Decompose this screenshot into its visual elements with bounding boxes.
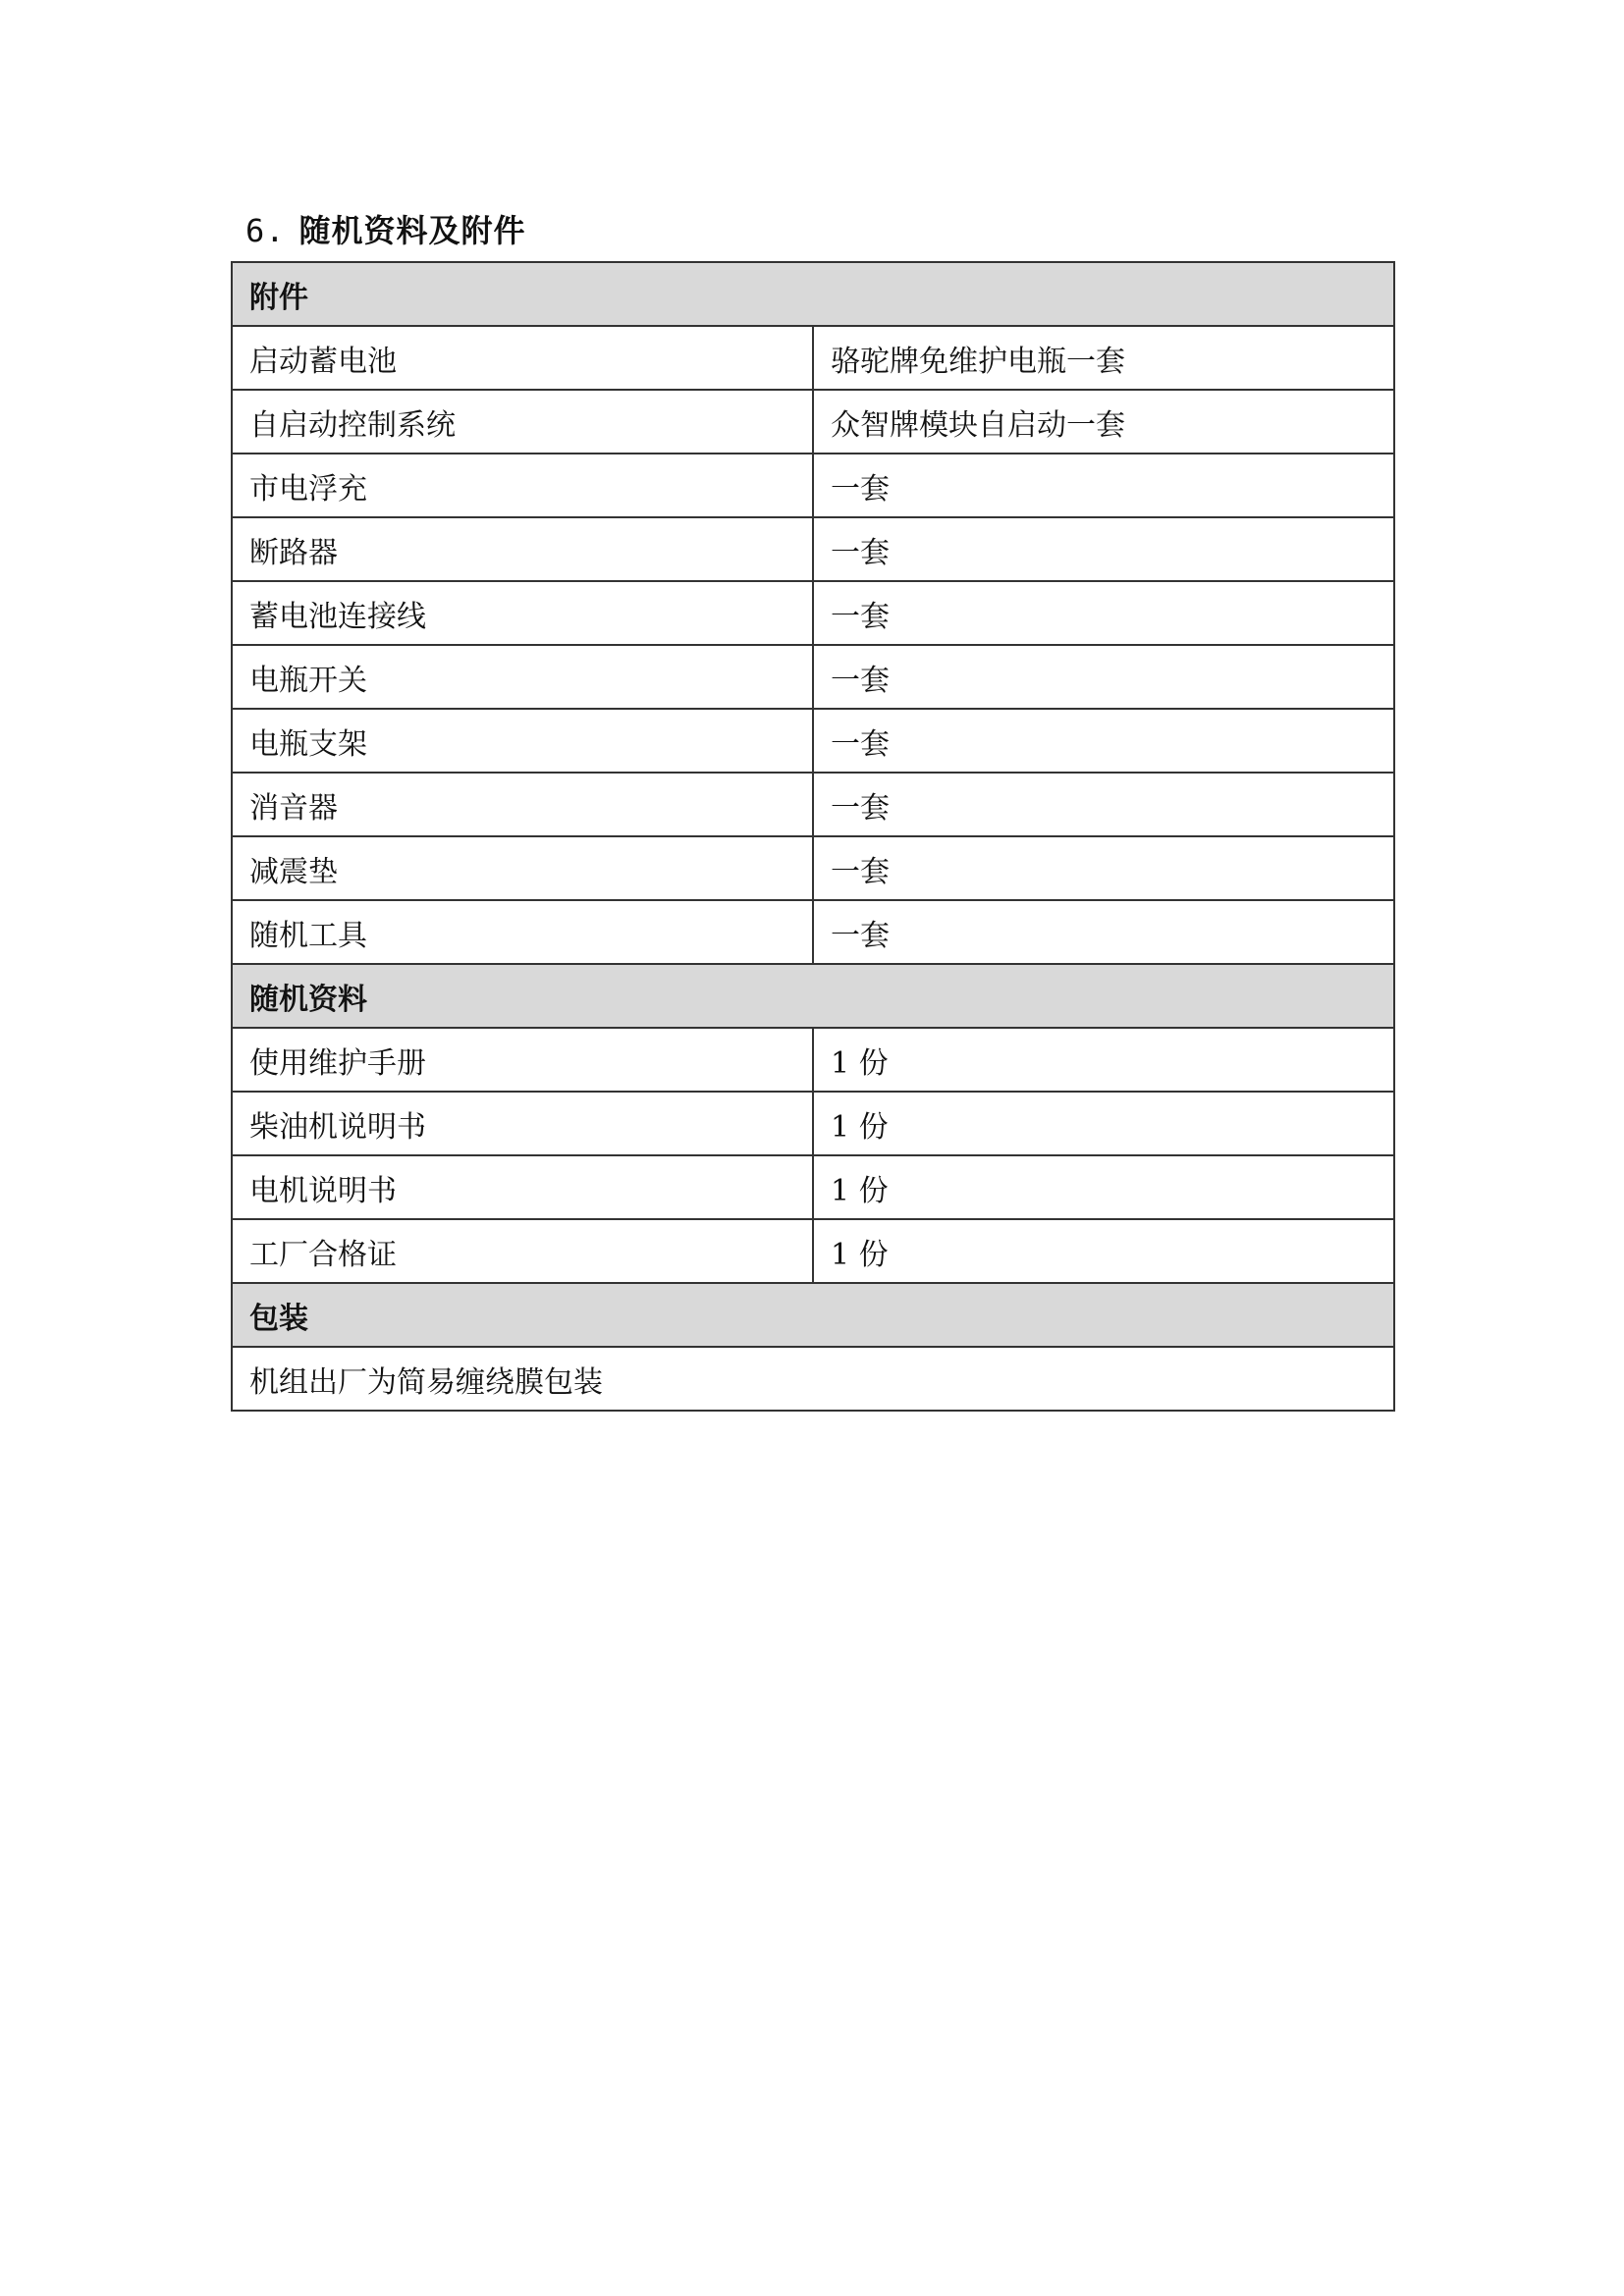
accessories-table <box>231 261 1395 1412</box>
value-cell: 1 份 <box>813 1155 1394 1219</box>
table-row <box>232 1347 1394 1411</box>
table-row <box>232 1092 1394 1155</box>
item-cell: 启动蓄电池 <box>232 326 813 390</box>
group-header-documents: 随机资料 <box>232 964 1394 1028</box>
value-cell: 1 份 <box>813 1028 1394 1092</box>
value-cell: 1 份 <box>813 1219 1394 1283</box>
item-cell: 使用维护手册 <box>232 1028 813 1092</box>
group-header-row <box>232 1283 1394 1347</box>
group-header-packaging: 包装 <box>232 1283 1394 1347</box>
table-row <box>232 390 1394 454</box>
packaging-cell: 机组出厂为简易缠绕膜包装 <box>232 1347 1394 1411</box>
table-row <box>232 454 1394 517</box>
value-cell: 1 份 <box>813 1092 1394 1155</box>
table-row <box>232 773 1394 836</box>
section-number: 6. <box>245 212 286 249</box>
table-row <box>232 900 1394 964</box>
table-row <box>232 1028 1394 1092</box>
table-row <box>232 326 1394 390</box>
item-cell: 电瓶开关 <box>232 645 813 709</box>
value-cell: 一套 <box>813 773 1394 836</box>
value-cell: 一套 <box>813 581 1394 645</box>
table-row <box>232 1219 1394 1283</box>
table-row <box>232 517 1394 581</box>
table-row <box>232 709 1394 773</box>
group-header-row <box>232 262 1394 326</box>
value-cell: 骆驼牌免维护电瓶一套 <box>813 326 1394 390</box>
table-row <box>232 1155 1394 1219</box>
value-cell: 一套 <box>813 645 1394 709</box>
item-cell: 市电浮充 <box>232 454 813 517</box>
item-cell: 蓄电池连接线 <box>232 581 813 645</box>
value-cell: 一套 <box>813 709 1394 773</box>
item-cell: 柴油机说明书 <box>232 1092 813 1155</box>
table-row <box>232 645 1394 709</box>
item-cell: 自启动控制系统 <box>232 390 813 454</box>
item-cell: 消音器 <box>232 773 813 836</box>
item-cell: 电机说明书 <box>232 1155 813 1219</box>
group-header-row <box>232 964 1394 1028</box>
group-header-accessories: 附件 <box>232 262 1394 326</box>
item-cell: 电瓶支架 <box>232 709 813 773</box>
table-row <box>232 581 1394 645</box>
section-title <box>245 206 526 251</box>
value-cell: 一套 <box>813 454 1394 517</box>
value-cell: 一套 <box>813 900 1394 964</box>
table-row <box>232 836 1394 900</box>
section-title-text: 随机资料及附件 <box>298 212 526 249</box>
value-cell: 一套 <box>813 517 1394 581</box>
value-cell: 一套 <box>813 836 1394 900</box>
item-cell: 断路器 <box>232 517 813 581</box>
item-cell: 减震垫 <box>232 836 813 900</box>
item-cell: 随机工具 <box>232 900 813 964</box>
value-cell: 众智牌模块自启动一套 <box>813 390 1394 454</box>
item-cell: 工厂合格证 <box>232 1219 813 1283</box>
